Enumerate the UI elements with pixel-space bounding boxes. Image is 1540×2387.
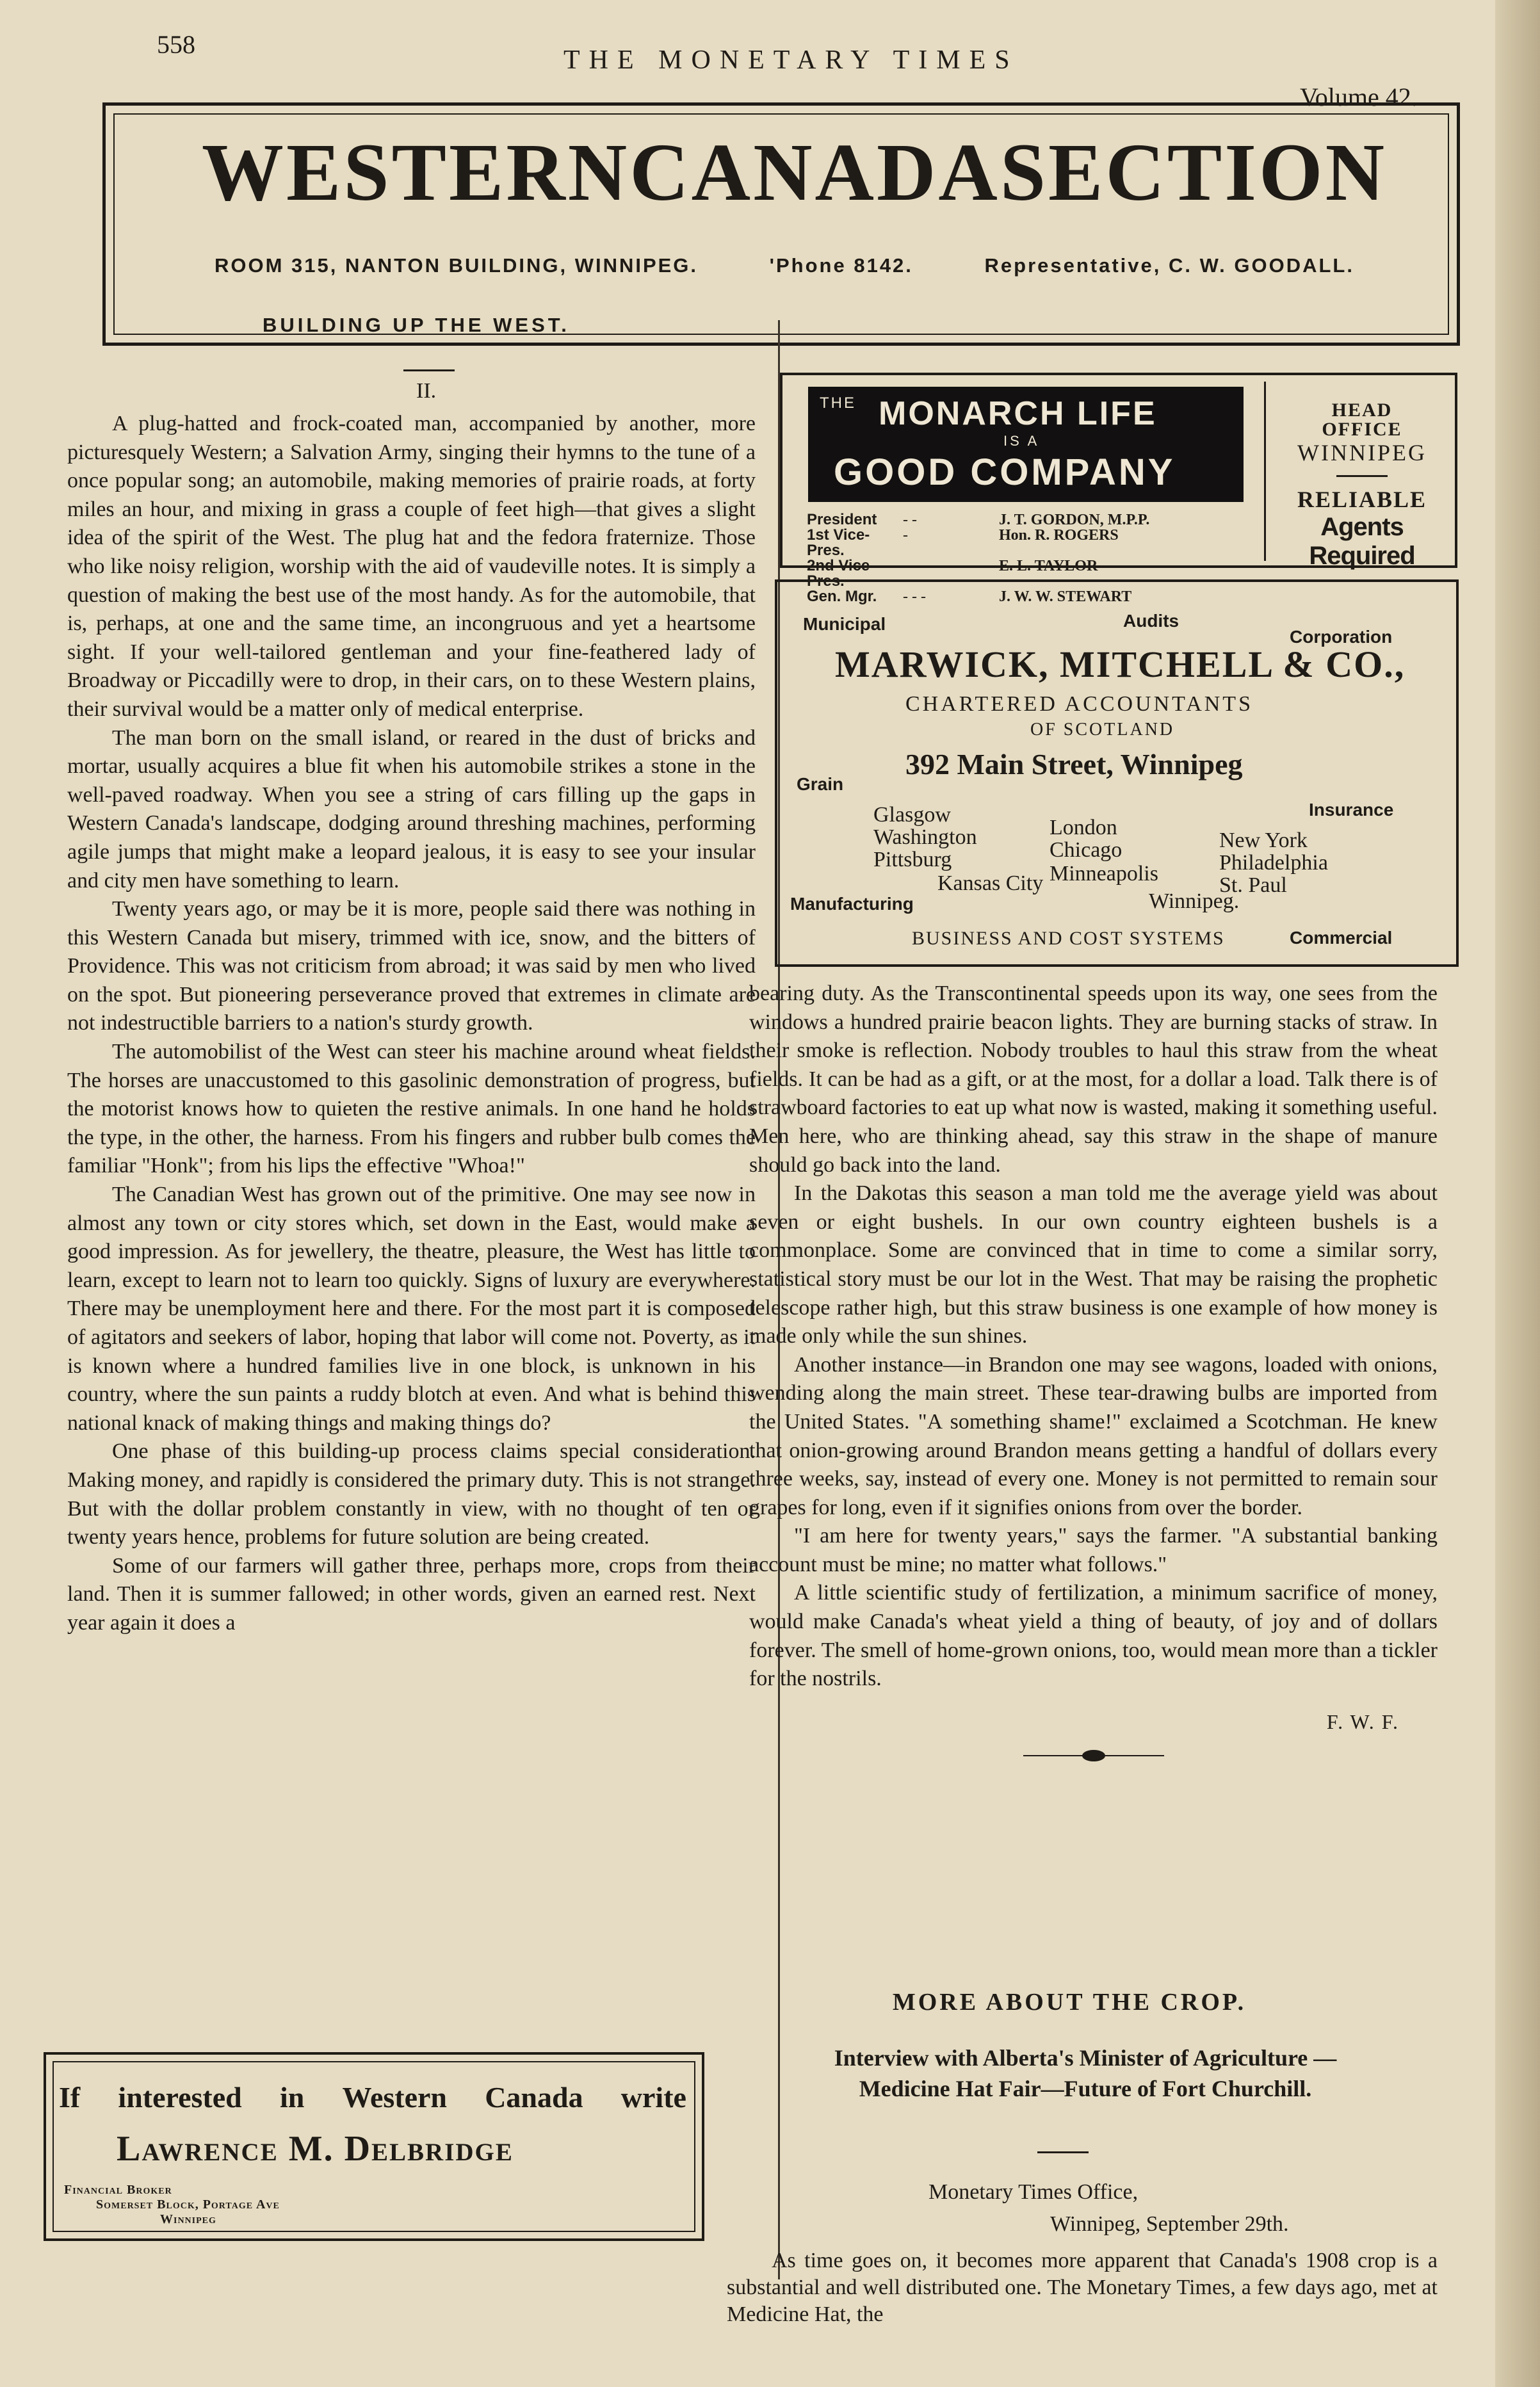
monarch-line1: MONARCH LIFE: [879, 395, 1157, 432]
monarch-head-office: [1269, 401, 1455, 570]
service-grain: Grain: [797, 774, 844, 794]
city-name: New York: [1219, 829, 1308, 852]
officer-role: 2nd Vice-Pres.: [807, 557, 875, 590]
banner-room: ROOM 315, NANTON BUILDING, WINNIPEG.: [215, 254, 699, 277]
officer-row: [807, 528, 1255, 558]
firm-scotland: OF SCOTLAND: [1030, 720, 1175, 740]
firm-address: 392 Main Street, Winnipeg: [905, 748, 1243, 781]
officer-role: 1st Vice-Pres.: [807, 526, 870, 559]
article-paragraph: Some of our farmers will gather three, perhaps more, crops from their land. Then it is summer fallowed; in other words, given an earned rest. Next year again it does a: [67, 1553, 756, 1635]
article-paragraph: "I am here for twenty years," says the farmer. "A substantial banking account must be mine; no matter what follows.": [749, 1524, 1438, 1576]
crop-body: [727, 2247, 1438, 2328]
delbridge-word: interested: [118, 2081, 242, 2114]
article-paragraph: Twenty years ago, or may be it is more, people said there was nothing in this Western Canada but misery, trimmed with ice, snow, and the bitters of Providence. This was not criticism from abroad; it was said by men who lived on the spot. But pioneering perseverance proved that extremes in climate are not indestructible barriers to a nation's sturdy growth.: [67, 897, 756, 1035]
monarch-rule: [1336, 475, 1388, 477]
delbridge-word: If: [59, 2081, 81, 2114]
crop-article-subtitle: [730, 2043, 1441, 2104]
head-office-city: WINNIPEG: [1297, 440, 1427, 465]
publication-title: THE MONETARY TIMES: [563, 45, 1019, 75]
firm-chartered: CHARTERED ACCOUNTANTS: [905, 692, 1253, 716]
article-body-right: [749, 980, 1438, 1763]
article-body-left: [67, 410, 756, 1638]
banner-representative: Representative, C. W. GOODALL.: [984, 254, 1354, 277]
banner-title-word: SECTION: [1000, 127, 1387, 218]
service-municipal: Municipal: [803, 614, 886, 634]
officer-row: [807, 512, 1255, 528]
officer-dashes: - - -: [903, 588, 926, 605]
article-paragraph: A plug-hatted and frock-coated man, accompanied by another, more picturesquely Western; a Salvation Army, singing their hymns to the tune of a once popular song; an automobile, making memories of prairie roads, at forty miles an hour, and mixing in grass a couple of feet high—that gives a slight idea of the spirit of the West. The plug hat and the fedora fraternize. Those who like noisy religion, worship with the aid of vaudeville notes. It is simply a question of making the best use of the most handy. As for the automobile, that is, perhaps, at one and the same time, an incongruous and yet a heartsome sight. If your well-tailored gentleman and your fine-feathered lady of Broadway or Piccadilly were to drop, in their cars, on to these Western plains, their survival would be a matter only of medical enterprise.: [67, 412, 756, 721]
page-number: 558: [157, 30, 195, 59]
delbridge-info: [64, 2183, 280, 2227]
banner-title: [202, 127, 1387, 218]
service-corporation: Corporation: [1290, 627, 1393, 647]
delbridge-headline: [59, 2080, 686, 2114]
volume-label: Volume 42.: [1300, 83, 1418, 111]
head-office-line: HEAD: [1331, 400, 1393, 421]
article-paragraph: A little scientific study of fertilization, a minimum sacrifice of money, would make Canada's wheat yield a thing of beauty, of joy and of dollars forever. The smell of home-grown onions, too, would mean more than a tickler for the nostrils.: [749, 1581, 1438, 1691]
article-paragraph: The automobilist of the West can steer his machine around wheat fields. The horses are unaccustomed to this gasolinic demonstration of progress, but the motorist knows how to quieten the restive animals. In one hand he holds the type, in the other, the harness. From his fingers and rubber bulb comes the familiar "Honk"; from his lips the effective "Whoa!": [67, 1040, 756, 1178]
article-paragraph: The Canadian West has grown out of the primitive. One may see now in almost any town or city stores which, set down in the East, would make a good impression. As for jewellery, the theatre, pleasure, the West has little to learn, except to learn not to learn too quickly. Signs of luxury are everywhere. There may be unemployment here and there. For the most part it is composed of agitators and seekers of labor, hoping that labor will come not. Poverty, as it is known where a hundred families live in one block, is unknown in his country, where the sun paints a ruddy blotch at even. And what is behind this national knack of making things and making things do?: [67, 1183, 756, 1435]
city-name: Philadelphia: [1219, 851, 1328, 875]
city-name: St. Paul: [1219, 873, 1287, 897]
monarch-line2: GOOD COMPANY: [834, 451, 1176, 493]
monarch-logo-block: [808, 387, 1244, 502]
officer-role: Gen. Mgr.: [807, 588, 877, 605]
delbridge-name: Lawrence M. Delbridge: [117, 2129, 514, 2169]
crop-subtitle-line: Medicine Hat Fair—Future of Fort Churchill.: [859, 2076, 1312, 2101]
crop-date: Winnipeg, September 29th.: [1050, 2212, 1289, 2236]
crop-office: Monetary Times Office,: [928, 2180, 1139, 2204]
city-name: Chicago: [1050, 838, 1123, 862]
delbridge-word: write: [620, 2081, 686, 2114]
article-paragraph: Another instance—in Brandon one may see wagons, loaded with onions, wending along the main street. These tear-drawing bulbs are imported from the United States. "A something shame!" exclaimed a Scotchman. He knew that onion-growing around Brandon means getting a handful of dollars every three weeks, say, instead of every one. Money is not permitted to remain sour grapes for long, even if it signifies onions from over the border.: [749, 1352, 1438, 1519]
delbridge-word: Canada: [485, 2081, 583, 2114]
delbridge-word: in: [279, 2081, 305, 2114]
article-paragraph: In the Dakotas this season a man told me the average yield was about seven or eight bushels. In our own country eighteen bushels is a commonplace. Some are convinced that in time to come a similar sorry, statistical story must be our lot in the West. That may be raising the prophetic telescope rather high, but this straw business is one example of how money is made only while the sun shines.: [749, 1181, 1438, 1348]
monarch-the: THE: [820, 394, 856, 412]
officer-name: J. W. W. STEWART: [999, 588, 1132, 605]
crop-rule: [1037, 2151, 1089, 2153]
officer-dashes: -: [903, 527, 908, 544]
service-commercial: Commercial: [1290, 928, 1393, 948]
officer-name: Hon. R. ROGERS: [999, 527, 1119, 544]
ornament-dot: [1082, 1750, 1105, 1761]
city-name: London: [1050, 816, 1117, 839]
page-edge: [1495, 0, 1540, 2387]
section-banner: [102, 102, 1460, 346]
monarch-is-a: IS A: [1003, 433, 1040, 449]
delbridge-word: Western: [342, 2081, 448, 2114]
banner-phone: 'Phone 8142.: [769, 254, 913, 277]
article-signature: F. W. F.: [1326, 1710, 1399, 1733]
city-name: Winnipeg.: [1149, 889, 1240, 913]
banner-subline: [215, 254, 1354, 277]
crop-subtitle-line: Interview with Alberta's Minister of Agriculture —: [834, 2045, 1337, 2071]
crop-paragraph: As time goes on, it becomes more apparent that Canada's 1908 crop is a substantial and well distributed one. The Monetary Times, a few days ago, met at Medicine Hat, the: [727, 2249, 1438, 2326]
service-manufacturing: Manufacturing: [790, 894, 914, 914]
delbridge-ad: [44, 2052, 704, 2241]
heading-rule: [403, 369, 455, 371]
article-paragraph: bearing duty. As the Transcontinental speeds upon its way, one sees from the windows a hundred prairie beacon lights. They are burning stacks of straw. In their smoke is reflection. Nobody troubles to haul this straw from the wheat fields. It can be had as a gift, or at the most, for a dollar a load. Talk there is of strawboard factories to eat up what now is wasted, making it something useful. Men here, who are thinking ahead, say this straw in the shape of manure should go back into the land.: [749, 982, 1438, 1177]
monarch-reliable: RELIABLE: [1297, 487, 1427, 512]
monarch-life-ad: [780, 373, 1457, 605]
service-audits: Audits: [1123, 611, 1179, 631]
article-heading: BUILDING UP THE WEST.: [263, 314, 570, 336]
officer-role: President: [807, 511, 877, 528]
head-office-line: OFFICE: [1322, 419, 1402, 440]
officer-dashes: -: [903, 558, 908, 574]
article-paragraph: One phase of this building-up process claims special consideration. Making money, and rapidly is considered the primary duty. This is not strange. But with the dollar problem constantly in view, with no thought of ten or twenty years hence, problems for future solution are being created.: [67, 1439, 756, 1550]
delbridge-info-line: Somerset Block, Portage Ave: [96, 2197, 280, 2212]
monarch-agents: Agents Required: [1309, 513, 1415, 570]
banner-title-word: WESTERN: [202, 127, 630, 218]
crop-article-title: MORE ABOUT THE CROP.: [892, 1989, 1247, 2016]
monarch-divider: [1264, 382, 1266, 561]
officer-name: J. T. GORDON, M.P.P.: [999, 512, 1150, 528]
banner-title-word: CANADA: [629, 127, 1000, 218]
article-part: II.: [416, 379, 437, 403]
officer-dashes: - -: [903, 512, 917, 528]
city-name: Kansas City: [937, 871, 1044, 895]
business-systems: BUSINESS AND COST SYSTEMS: [912, 928, 1225, 949]
city-name: Washington: [873, 825, 977, 849]
firm-name: MARWICK, MITCHELL & CO.,: [835, 643, 1406, 685]
delbridge-info-line: Financial Broker: [64, 2183, 172, 2197]
officer-name: E. L. TAYLOR: [999, 558, 1098, 574]
city-name: Minneapolis: [1050, 862, 1158, 886]
marwick-mitchell-ad: [775, 579, 1459, 967]
delbridge-info-line: Winnipeg: [160, 2212, 216, 2226]
ornament-divider: [1023, 1749, 1164, 1763]
city-name: Glasgow: [873, 803, 951, 827]
city-name: Pittsburg: [873, 848, 952, 871]
article-paragraph: The man born on the small island, or reared in the dust of bricks and mortar, usually acquires a blue fit when his automobile strikes a stone in the well-paved roadway. When you see a string of cars filling up the gaps in Western Canada's landscape, dodging around threshing machines, performing agile jumps that might make a leopard jealous, it is easy to see your insular and city men have something to learn.: [67, 725, 756, 893]
service-insurance: Insurance: [1309, 800, 1394, 820]
